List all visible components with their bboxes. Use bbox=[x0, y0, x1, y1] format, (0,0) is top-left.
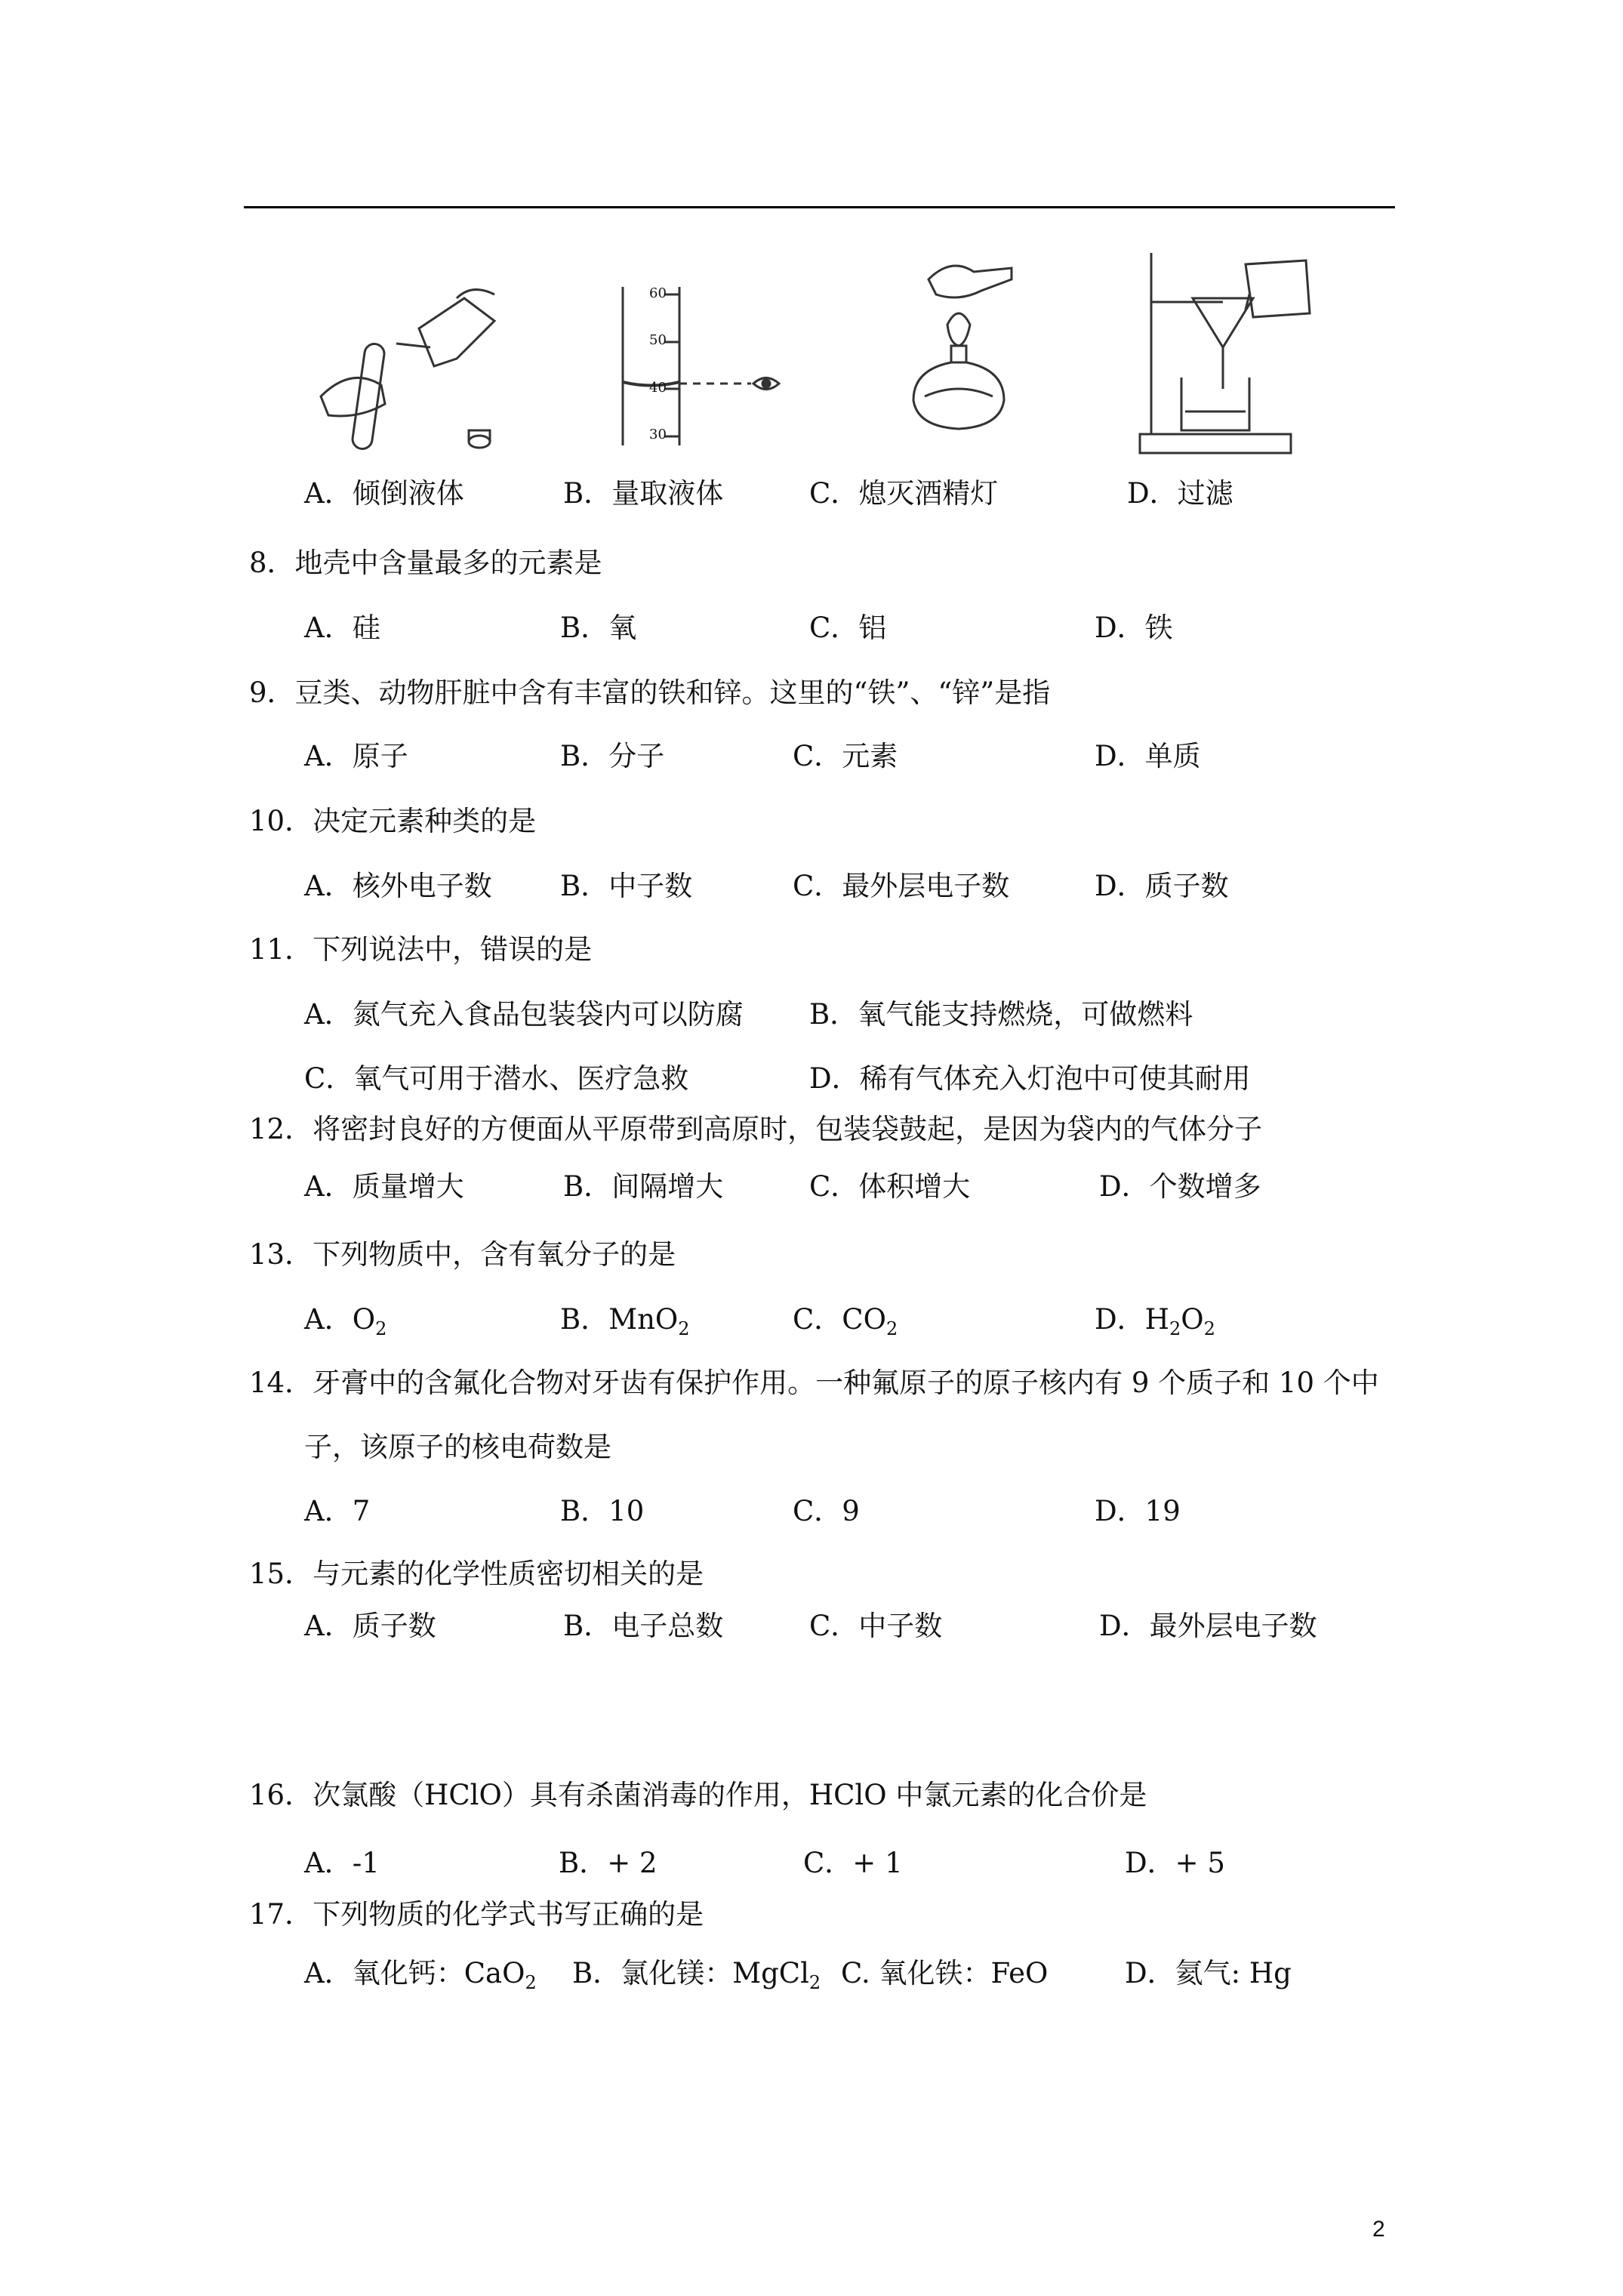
q8-option-d: D．铁 bbox=[1095, 612, 1173, 644]
q15-option-d: D．最外层电子数 bbox=[1099, 1610, 1317, 1642]
cylinder-tick-50: 50 bbox=[649, 332, 667, 348]
question-8-stem: 8．地壳中含量最多的元素是 bbox=[249, 547, 602, 579]
pouring-liquid-illustration bbox=[306, 283, 502, 457]
q12-option-b: B．间隔增大 bbox=[563, 1170, 724, 1203]
q9-option-a: A．原子 bbox=[304, 740, 408, 772]
q13-option-c: C．$CO_2$ bbox=[793, 1303, 898, 1339]
measuring-liquid-illustration bbox=[604, 283, 793, 449]
question-16-stem: 16．次氯酸（HClO）具有杀菌消毒的作用，HClO 中氯元素的化合价是 bbox=[249, 1779, 1147, 1811]
page-number: 2 bbox=[1372, 2217, 1385, 2242]
q14-option-a: A．7 bbox=[304, 1495, 371, 1527]
q10-option-b: B．中子数 bbox=[560, 870, 693, 902]
q15-option-b: B．电子总数 bbox=[563, 1610, 724, 1642]
q10-option-d: D．质子数 bbox=[1095, 870, 1229, 902]
q14-option-d: D．19 bbox=[1095, 1495, 1181, 1527]
question-17-stem: 17．下列物质的化学式书写正确的是 bbox=[249, 1898, 704, 1931]
q12-option-a: A．质量增大 bbox=[304, 1170, 464, 1203]
q16-option-a: A．-1 bbox=[304, 1847, 380, 1879]
q14-option-c: C．9 bbox=[793, 1495, 860, 1527]
q16-option-c: C．+ 1 bbox=[803, 1847, 903, 1879]
q16-option-b: B．+ 2 bbox=[559, 1847, 658, 1879]
question-12-stem: 12．将密封良好的方便面从平原带到高原时，包装袋鼓起，是因为袋内的气体分子 bbox=[249, 1113, 1263, 1145]
filtration-illustration bbox=[1125, 249, 1336, 457]
q9-option-d: D．单质 bbox=[1095, 740, 1201, 772]
q17-option-a: A．氧化钙：CaO$_2$ bbox=[304, 1957, 537, 1993]
q17-option-d: D．氦气: Hg bbox=[1125, 1957, 1292, 1989]
q12-option-d: D．个数增多 bbox=[1099, 1170, 1261, 1203]
q10-option-a: A．核外电子数 bbox=[304, 870, 492, 902]
figure-label-c: C．熄灭酒精灯 bbox=[809, 477, 999, 510]
q17-option-b: B．氯化镁：MgCl$_2$ bbox=[572, 1957, 821, 1993]
question-14-stem-continued: 子，该原子的核电荷数是 bbox=[304, 1431, 611, 1463]
q13-option-a: A．$O_2$ bbox=[304, 1303, 387, 1339]
q9-option-c: C．元素 bbox=[793, 740, 898, 772]
cylinder-tick-40: 40 bbox=[649, 380, 667, 396]
q11-option-a: A．氮气充入食品包装袋内可以防腐 bbox=[304, 998, 744, 1031]
q15-option-a: A．质子数 bbox=[304, 1610, 436, 1642]
question-14-stem: 14．牙膏中的含氟化合物对牙齿有保护作用。一种氟原子的原子核内有 9 个质子和 10 个中 bbox=[249, 1367, 1379, 1399]
q17-option-c: C. 氧化铁：FeO bbox=[841, 1957, 1049, 1989]
question-9-stem: 9．豆类、动物肝脏中含有丰富的铁和锌。这里的“铁”、“锌”是指 bbox=[249, 676, 1051, 709]
alcohol-lamp-illustration bbox=[883, 249, 1034, 434]
question-11-stem: 11．下列说法中，错误的是 bbox=[249, 933, 593, 966]
q16-option-d: D．+ 5 bbox=[1125, 1847, 1225, 1879]
q10-option-c: C．最外层电子数 bbox=[793, 870, 1010, 902]
q12-option-c: C．体积增大 bbox=[809, 1170, 971, 1203]
q13-option-d: D．$H_2O_2$ bbox=[1095, 1303, 1215, 1339]
cylinder-tick-30: 30 bbox=[649, 427, 667, 442]
q11-option-c: C．氧气可用于潜水、医疗急救 bbox=[304, 1062, 689, 1095]
cylinder-tick-60: 60 bbox=[649, 285, 667, 301]
q8-option-b: B．氧 bbox=[560, 612, 637, 644]
figure-label-b: B．量取液体 bbox=[563, 477, 724, 510]
q8-option-c: C．铝 bbox=[809, 612, 887, 644]
q15-option-c: C．中子数 bbox=[809, 1610, 943, 1642]
q13-option-b: B．MnO$_2$ bbox=[560, 1303, 690, 1339]
q8-option-a: A．硅 bbox=[304, 612, 380, 644]
question-10-stem: 10．决定元素种类的是 bbox=[249, 805, 537, 837]
question-15-stem: 15．与元素的化学性质密切相关的是 bbox=[249, 1558, 704, 1590]
q11-option-d: D．稀有气体充入灯泡中可使其耐用 bbox=[809, 1062, 1251, 1095]
figure-label-a: A．倾倒液体 bbox=[304, 477, 464, 510]
q11-option-b: B．氧气能支持燃烧，可做燃料 bbox=[809, 998, 1193, 1031]
question-13-stem: 13．下列物质中，含有氧分子的是 bbox=[249, 1238, 676, 1271]
header-rule bbox=[244, 206, 1395, 208]
q14-option-b: B．10 bbox=[560, 1495, 645, 1527]
figure-label-d: D．过滤 bbox=[1127, 477, 1233, 510]
q9-option-b: B．分子 bbox=[560, 740, 665, 772]
